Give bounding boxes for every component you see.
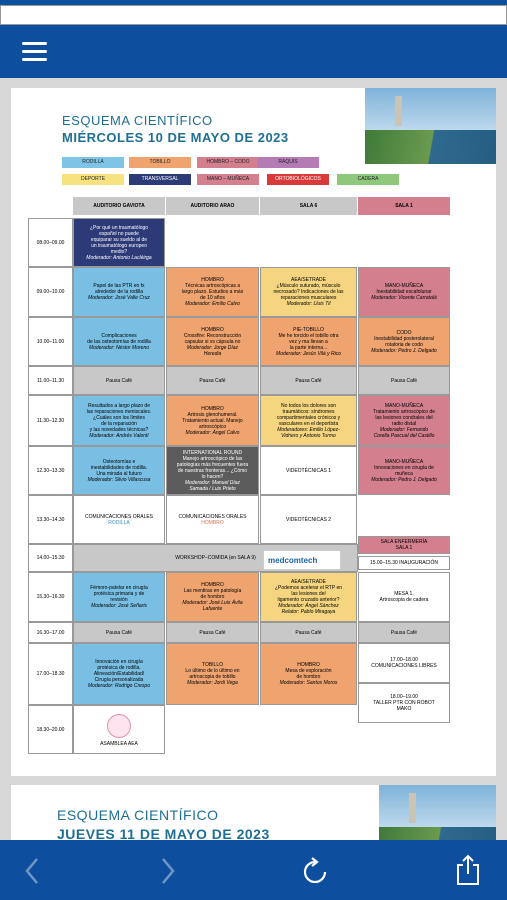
session-cell[interactable] (358, 366, 450, 395)
session-cell[interactable] (260, 366, 357, 395)
session-line: Heredia (203, 350, 222, 357)
session-line: Me he torcido el tobillo otra (278, 332, 339, 339)
legend-mano-muñeca: MANO – MUÑECA (197, 174, 259, 185)
session-line: Una mirada al futuro (96, 470, 142, 477)
session-cell[interactable] (73, 705, 165, 754)
session-line: MAKO (396, 706, 412, 712)
session-line: HOMBRO (297, 662, 320, 668)
session-line: Pausa Café (199, 377, 226, 384)
time-slot: 16.30–17.00 (28, 622, 73, 643)
session-line: Pausa Café (295, 377, 322, 384)
session-line: Las mentiras en patología (183, 588, 242, 594)
session-line: protésica primaria y de (93, 591, 145, 597)
session-line: de las osteotomías de rodilla (87, 338, 151, 345)
medcomtech-logo: medcomtech (263, 550, 341, 570)
time-slot: 13.30–14.30 (28, 495, 73, 544)
session-line: ASAMBLEA AEA (100, 741, 138, 747)
session-cell[interactable] (73, 622, 165, 643)
legend-tobillo: TOBILLO (129, 157, 191, 168)
session-line: Pausa Café (199, 629, 226, 636)
session-line: Fémoro-patelar en cirugía (90, 585, 148, 591)
session-line: vasculares en el deportista (278, 420, 339, 427)
session-line: Moderador: Ángel Calvo (185, 429, 240, 436)
session-line: Moderador: Jesús Vilá y Rico (276, 350, 341, 357)
session-line: Técnicas artroscópicas a (184, 283, 241, 289)
session-line: Artrosis glenohumeral. (187, 411, 238, 418)
session-line: alrededor de la rodilla (94, 289, 144, 295)
session-line: COMUNICACIONES ORALES (178, 513, 247, 520)
session-cell[interactable] (260, 267, 357, 317)
session-line: HOMBRO (201, 326, 224, 333)
session-line: TALLER PTR CON ROBOT (373, 700, 435, 706)
session-line: traumáticos: síndromes (282, 408, 335, 415)
session-line: compartimentales crónicos y (276, 414, 341, 421)
session-line: Innovaciones en cirugía de (374, 464, 434, 471)
time-slot: 12.30–13.30 (28, 446, 73, 495)
session-line: ¿Músculo suturado, músculo (276, 283, 341, 289)
session-line: Lo último de lo último en (185, 668, 240, 674)
share-icon[interactable] (455, 854, 481, 886)
session-line: Mesa de exploración (285, 668, 332, 674)
session-line: las lesiones condrales del (375, 414, 433, 421)
session-line: Pausa Café (390, 377, 418, 384)
session-line: Papel de las PTR en fx (93, 283, 145, 289)
session-line: PIE-TOBILLO (293, 326, 324, 333)
time-slot: 15.30–16.30 (28, 572, 73, 622)
session-line: Moderador: Silvio Villascusa (87, 476, 151, 483)
session-line: WORKSHOP–COMIDA (en SALA 9) (175, 555, 256, 561)
session-line: Osteotomías e (102, 458, 136, 465)
lighthouse-photo (379, 785, 496, 840)
session-line: COMUNICACIONES ORALES (84, 513, 154, 520)
session-cell[interactable] (73, 218, 165, 267)
session-line: muñeca (395, 470, 413, 477)
session-line: un traumatólogo europeo (91, 242, 147, 249)
room-header: AUDITORIO GAVIOTA (73, 197, 165, 215)
session-line: Samada / Luis Prieto (189, 485, 236, 492)
session-cell[interactable] (73, 446, 165, 495)
session-cell[interactable] (73, 317, 165, 366)
session-line: las lesiones del (291, 591, 326, 597)
session-line: de nuestras fronteras... ¿Cómo (177, 467, 248, 474)
session-line: VIDEOTÉCNICAS 1 (285, 467, 331, 474)
session-line: Alineación/Estabilidad/ (93, 671, 145, 677)
session-line: Moderador: Rodrigo Crespo (88, 683, 150, 689)
session-line: las reparaciones meniscales. (86, 408, 152, 415)
session-cell[interactable] (358, 317, 450, 366)
session-line: Moderador: Antonio Lacléirga (86, 254, 152, 261)
session-cell[interactable] (166, 366, 259, 395)
session-line: Moderador: Emilio Calvo (185, 301, 240, 307)
legend-ortobiol-gicos: ORTOBIOLÓGICOS (267, 174, 329, 185)
session-cell[interactable] (358, 556, 450, 570)
time-slot: 11.30–12.30 (28, 395, 73, 446)
session-line: ¿Cuáles son los límites (93, 414, 145, 421)
session-line: capsular si vs cápsula no (184, 338, 241, 345)
session-line: HOMBRO (201, 519, 224, 526)
session-line: Moderador: Vicente Carratalá (371, 295, 437, 301)
session-line: Lafuente (202, 606, 223, 612)
session-line: Resultados a largo plazo de (88, 402, 150, 409)
session-line: MANO-MUÑECA (384, 402, 424, 409)
session-line: español no puede (99, 230, 139, 237)
session-cell[interactable] (73, 495, 165, 544)
schedule-page-2 (11, 785, 496, 840)
session-line: COMUNICACIONES LIBRES (371, 663, 437, 669)
time-slot: 14.00–15.30 (28, 544, 73, 572)
legend-cadera: CADERA (337, 174, 399, 185)
session-cell[interactable] (73, 643, 165, 705)
session-line: SALA 1 (395, 545, 413, 551)
session-line: 15.00–15.30 INAUGURACIÓN (369, 560, 439, 566)
session-line: Corella Pascual del Castillo (373, 432, 435, 439)
page-title: ESQUEMA CIENTÍFICO (62, 113, 213, 128)
session-cell[interactable] (166, 317, 259, 366)
aea-logo (107, 714, 131, 738)
session-line: 17.00–18.00 (390, 657, 418, 663)
session-cell[interactable] (166, 495, 259, 544)
session-line: HOMBRO (201, 405, 224, 412)
time-slot: 08.00–09.00 (28, 218, 73, 267)
battery-icon (470, 7, 497, 20)
session-line: HOMBRO (201, 582, 224, 588)
session-line: Moderador: Ángel Sánchez (278, 603, 339, 609)
session-line: y las novedades técnicas? (89, 426, 149, 433)
session-cell[interactable] (73, 267, 165, 317)
session-line: Complicaciones (101, 332, 137, 339)
session-cell[interactable] (358, 267, 450, 317)
session-line: inestabilidades de rodilla. (90, 464, 148, 471)
session-line: lo hacen? (201, 473, 224, 480)
session-line: Pausa Café (105, 377, 133, 384)
session-cell[interactable] (73, 395, 165, 446)
session-line: Moderador: Santos Moros (279, 680, 338, 686)
session-line: Inestabilidad escafolunar (376, 289, 432, 295)
session-cell[interactable] (358, 572, 450, 622)
session-cell[interactable] (260, 446, 357, 495)
session-line: Manejo artroscópico de las (182, 455, 243, 462)
session-line: Pausa Café (390, 629, 418, 636)
session-line: radio distal (391, 420, 417, 427)
session-line: SALA ENFERMERÍA (380, 539, 428, 545)
session-line: revisión (110, 597, 128, 603)
session-cell[interactable] (166, 572, 259, 622)
session-line: equiparar su sueldo al de (90, 236, 148, 243)
room-header: SALA 1 (358, 197, 450, 215)
session-line: Artroscopia de cadera (379, 597, 429, 603)
session-line: Moderador: Fernando (379, 426, 429, 433)
session-cell[interactable] (358, 446, 450, 495)
session-line: necrosado? Indicaciones de las (273, 289, 344, 295)
session-line: MANO-MUÑECA (384, 283, 424, 289)
session-line: Vidriero y Antonio Turmo (281, 432, 336, 439)
session-line: Moderadores: Emilio López- (277, 426, 340, 433)
session-cell[interactable] (260, 572, 357, 622)
forward-icon[interactable] (160, 857, 176, 885)
session-cell[interactable] (358, 683, 450, 723)
session-line: ligamento cruzado anterior? (277, 597, 340, 603)
session-line: Moderador: Néstor Moreno (88, 344, 150, 351)
session-line: Moderador: Lluis Til (286, 301, 331, 307)
room-header: SALA 6 (260, 197, 357, 215)
session-line: de hombro (296, 674, 321, 680)
session-line: Moderador: José Señaris (91, 603, 147, 609)
session-line: Cirugía personalizada (94, 677, 144, 683)
lighthouse-photo (365, 88, 496, 164)
session-line: Moderador: Manuel Díaz (184, 479, 241, 486)
session-line: AEA/SETRADE (290, 277, 326, 283)
page-date: MIÉRCOLES 10 DE MAYO DE 2023 (62, 130, 289, 145)
session-line: de hombro (200, 594, 225, 600)
session-line: medio? (110, 248, 128, 255)
session-cell[interactable] (166, 643, 259, 705)
session-line: HOMBRO (201, 277, 224, 283)
session-line: Tratamiento artroscópico de (372, 408, 436, 415)
session-cell[interactable] (260, 622, 357, 643)
session-line: INTERNATIONAL ROUND (182, 449, 243, 456)
document-viewer[interactable] (0, 78, 507, 840)
legend-rodilla: RODILLA (62, 157, 124, 168)
session-line: No todos los dolores son (280, 402, 337, 409)
time-slot: 11.00–11.30 (28, 366, 73, 395)
bottom-toolbar (0, 840, 507, 900)
session-cell[interactable] (358, 643, 450, 683)
session-line: vez y ma llevan a (289, 338, 328, 345)
session-line: AEA/SETRADE (290, 579, 326, 585)
session-cell[interactable] (73, 366, 165, 395)
session-cell[interactable] (358, 536, 450, 554)
clock: 10:59 PM (0, 5, 507, 25)
session-line: patologías más frecuentes fuera (176, 461, 249, 468)
legend-hombro-codo: HOMBRO – CODO (197, 157, 259, 168)
session-line: Relator: Pablo Miragaya (281, 609, 336, 615)
session-cell[interactable] (166, 622, 259, 643)
session-line: CODO (396, 329, 412, 336)
session-line: Tratamiento actual. Manejo (182, 417, 243, 424)
session-cell[interactable] (166, 446, 259, 495)
session-line: Moderador: Pedro J. Delgado (371, 476, 437, 483)
session-cell[interactable] (358, 622, 450, 643)
session-line: MANO-MUÑECA (384, 458, 424, 465)
time-slot: 10.00–11.00 (28, 317, 73, 366)
session-cell[interactable] (166, 395, 259, 446)
hamburger-menu-icon[interactable] (22, 42, 47, 62)
session-line: Pausa Café (295, 629, 322, 636)
session-line: Moderador: José Valle Cruz (88, 295, 150, 301)
session-line: protésica de rodilla. (97, 665, 141, 671)
session-line: reparaciones musculares (280, 295, 337, 301)
session-line: Moderador: Jordi Vega (187, 680, 238, 686)
session-cell[interactable] (260, 495, 357, 544)
session-line: Moderador: José Luis Ávila (182, 600, 243, 606)
session-cell[interactable] (73, 572, 165, 622)
session-line: Pausa Café (105, 629, 133, 636)
session-cell[interactable] (260, 317, 357, 366)
time-slot: 17.00–18.30 (28, 643, 73, 705)
session-line: rotatoria de codo (385, 341, 423, 348)
page-date: JUEVES 11 DE MAYO DE 2023 (57, 826, 270, 840)
legend-raquis: RAQUIS (257, 157, 319, 168)
room-header: AUDITORIO ARAO (166, 197, 259, 215)
schedule-page-1 (11, 88, 496, 776)
nav-bar (0, 28, 507, 78)
session-line: 18.00–19.00 (390, 694, 418, 700)
session-line: RODILLA (108, 519, 130, 526)
back-icon[interactable] (24, 857, 40, 885)
session-line: de 10 años (200, 295, 225, 301)
session-line: Moderador: Jorge Díaz (186, 344, 239, 351)
session-line: artroscópico (198, 423, 227, 430)
time-slot: 09.00–10.00 (28, 267, 73, 317)
session-line: ¿Podemos acelerar el RTP en (274, 585, 343, 591)
session-line: la parte interna... (289, 344, 328, 351)
reload-icon[interactable] (302, 857, 328, 885)
session-line: MESA 1. (394, 591, 414, 597)
legend-transversal: TRANSVERSAL (129, 174, 191, 185)
session-line: TOBILLO (201, 662, 224, 668)
session-line: Innovación en cirugía (95, 659, 143, 665)
session-cell[interactable] (166, 267, 259, 317)
session-cell[interactable] (260, 395, 357, 446)
status-bar (0, 0, 507, 28)
page-title: ESQUEMA CIENTÍFICO (57, 807, 219, 823)
session-line: largo plazo. Estudios a más (181, 289, 244, 295)
session-cell[interactable] (260, 643, 357, 705)
session-line: Moderador: Andrés Valentí (89, 432, 149, 439)
session-line: Inestabilidad posterolateral (374, 335, 434, 342)
legend-deporte: DEPORTE (62, 174, 124, 185)
session-line: Crossfire: Reconstrucción (183, 332, 242, 339)
session-line: de la reparación (101, 420, 137, 427)
session-line: VIDEOTÉCNICAS 2 (285, 516, 331, 523)
session-line: Moderador: Pedro J. Delgado (371, 347, 437, 354)
session-line: artroscopia de tobillo (189, 674, 236, 680)
session-line: ¿Por qué un traumatólogo (89, 224, 149, 231)
session-cell[interactable] (358, 395, 450, 446)
time-slot: 18.30–20.00 (28, 705, 73, 754)
